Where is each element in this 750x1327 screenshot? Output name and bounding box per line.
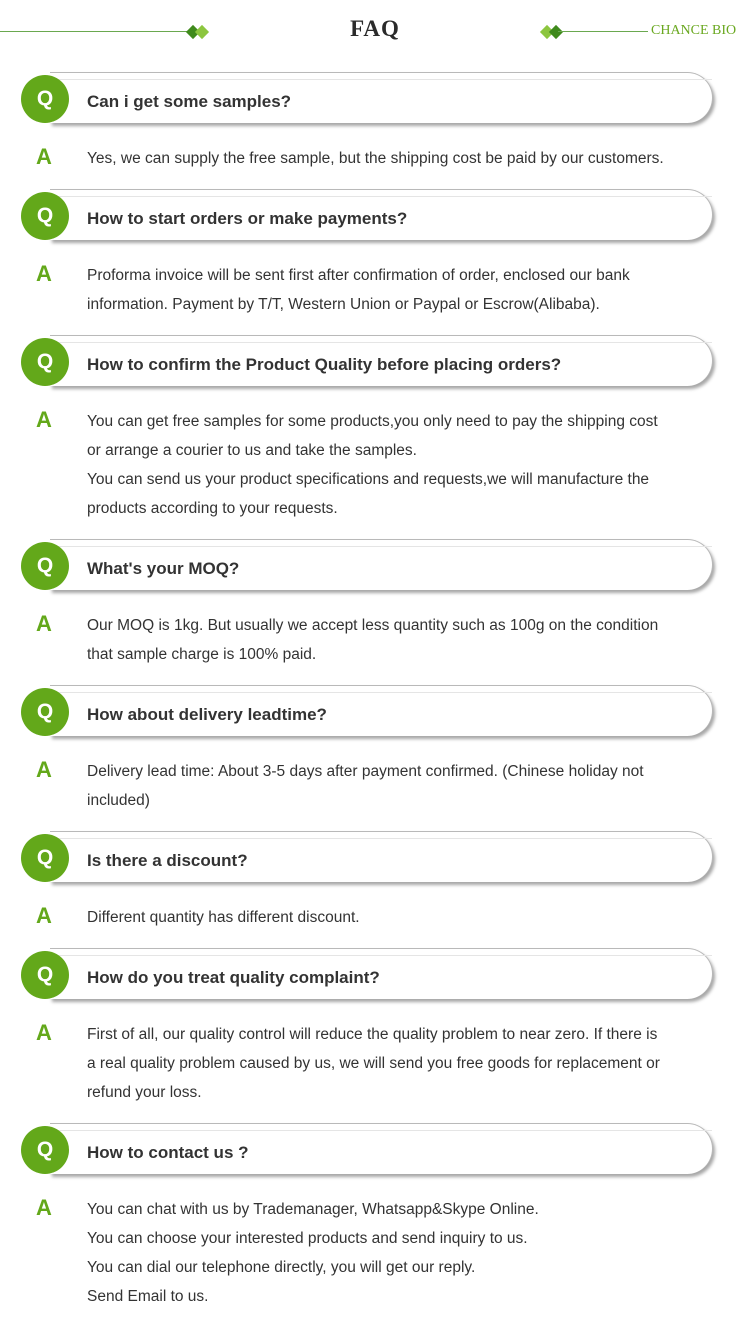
answer-line: products according to your requests.: [87, 500, 338, 517]
answer-row: [0, 407, 750, 523]
answer-line: You can get free samples for some products,you only need to pay the shipping cost: [87, 413, 658, 430]
faq-item: [0, 189, 750, 319]
question-badge-icon: Q: [21, 338, 69, 386]
answer-row: [0, 611, 750, 669]
answer-row: [0, 903, 750, 932]
answer-row: [0, 757, 750, 815]
faq-item: [0, 685, 750, 815]
answer-text: [87, 903, 750, 932]
answer-badge-icon: A: [36, 144, 52, 169]
faq-item: [0, 831, 750, 932]
question-badge-icon: Q: [21, 951, 69, 999]
question-row: [0, 335, 750, 391]
faq-item: [0, 539, 750, 669]
answer-text: [87, 1195, 750, 1311]
answer-line: a real quality problem caused by us, we will send you free goods for replacement or: [87, 1055, 660, 1072]
question-row: [0, 685, 750, 741]
faq-item: [0, 72, 750, 173]
answer-text: [87, 757, 750, 815]
answer-row: [0, 1195, 750, 1311]
question-text: How to start orders or make payments?: [87, 209, 408, 228]
question-badge-icon: Q: [21, 192, 69, 240]
question-badge-icon: Q: [21, 542, 69, 590]
answer-badge-icon: A: [36, 1020, 52, 1045]
header-line-right: [558, 31, 648, 32]
page-title: FAQ: [350, 16, 400, 41]
question-row: [0, 189, 750, 245]
question-text: How to confirm the Product Quality before placing orders?: [87, 355, 562, 374]
answer-line: Send Email to us.: [87, 1288, 209, 1305]
faq-list: [0, 72, 750, 1327]
question-row: [0, 831, 750, 887]
question-row: [0, 1123, 750, 1179]
answer-row: [0, 1020, 750, 1107]
answer-line: Our MOQ is 1kg. But usually we accept less quantity such as 100g on the condition: [87, 617, 659, 634]
question-row: [0, 72, 750, 128]
faq-item: [0, 1123, 750, 1311]
answer-line: You can send us your product specifications and requests,we will manufacture the: [87, 471, 650, 488]
question-row: [0, 539, 750, 595]
question-text: How about delivery leadtime?: [87, 705, 327, 724]
question-row: [0, 948, 750, 1004]
answer-line: First of all, our quality control will reduce the quality problem to near zero. If there is: [87, 1026, 658, 1043]
question-badge-icon: Q: [21, 1126, 69, 1174]
answer-line: You can choose your interested products and send inquiry to us.: [87, 1230, 528, 1247]
answer-text: [87, 407, 750, 523]
answer-badge-icon: A: [36, 1195, 52, 1220]
answer-text: [87, 1020, 750, 1107]
question-text: What's your MOQ?: [87, 559, 240, 578]
answer-badge-icon: A: [36, 261, 52, 286]
answer-row: [0, 144, 750, 173]
answer-line: information. Payment by T/T, Western Union or Paypal or Escrow(Alibaba).: [87, 296, 600, 313]
answer-line: You can dial our telephone directly, you will get our reply.: [87, 1259, 476, 1276]
faq-header: [0, 0, 750, 62]
answer-badge-icon: A: [36, 757, 52, 782]
answer-text: [87, 611, 750, 669]
answer-line: You can chat with us by Trademanager, Whatsapp&Skype Online.: [87, 1201, 539, 1218]
question-text: How do you treat quality complaint?: [87, 968, 380, 987]
answer-line: Different quantity has different discount.: [87, 909, 360, 926]
answer-badge-icon: A: [36, 903, 52, 928]
question-text: Is there a discount?: [87, 851, 248, 870]
question-text: How to contact us ?: [87, 1143, 249, 1162]
question-text: Can i get some samples?: [87, 92, 292, 111]
answer-row: [0, 261, 750, 319]
answer-line: included): [87, 792, 150, 809]
answer-line: refund your loss.: [87, 1084, 202, 1101]
answer-line: Delivery lead time: About 3-5 days after payment confirmed. (Chinese holiday not: [87, 763, 644, 780]
faq-item: [0, 335, 750, 523]
brand-name: CHANCE BIO: [651, 23, 737, 38]
question-badge-icon: Q: [21, 688, 69, 736]
answer-text: [87, 261, 750, 319]
answer-line: Proforma invoice will be sent first after confirmation of order, enclosed our bank: [87, 267, 630, 284]
answer-text: [87, 144, 750, 173]
answer-line: that sample charge is 100% paid.: [87, 646, 317, 663]
answer-line: or arrange a courier to us and take the samples.: [87, 442, 417, 459]
question-badge-icon: Q: [21, 834, 69, 882]
answer-badge-icon: A: [36, 407, 52, 432]
answer-badge-icon: A: [36, 611, 52, 636]
question-badge-icon: Q: [21, 75, 69, 123]
answer-line: Yes, we can supply the free sample, but the shipping cost be paid by our customers.: [87, 150, 664, 167]
faq-item: [0, 948, 750, 1107]
